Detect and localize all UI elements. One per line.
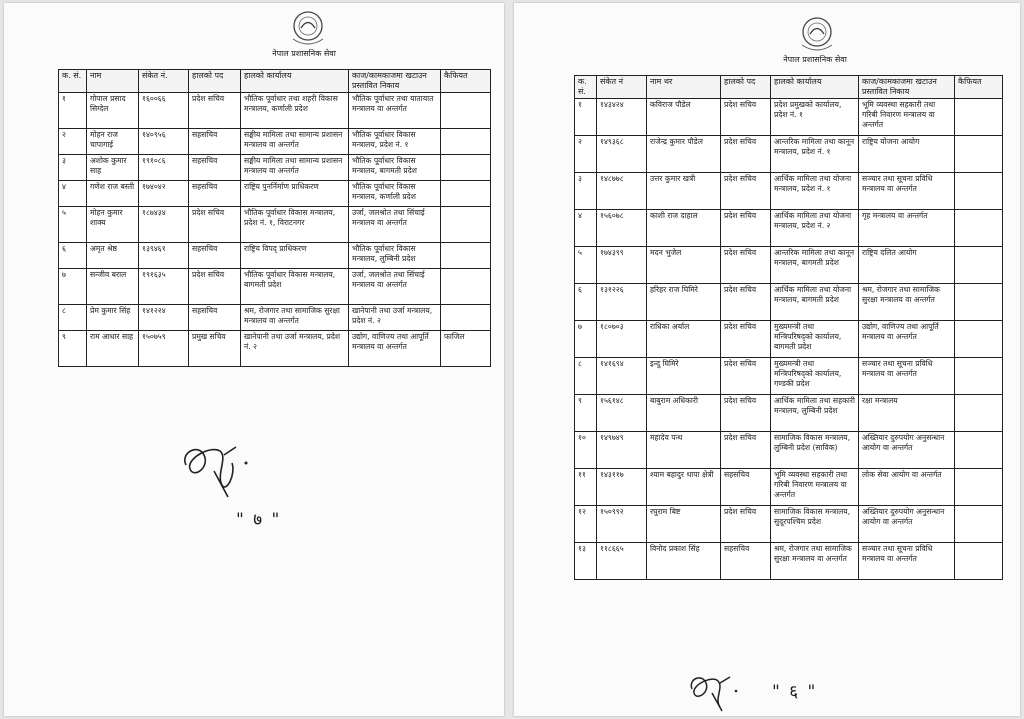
cell-proposed: खानेपानी तथा उर्जा मन्त्रालय, प्रदेश नं. २ bbox=[349, 305, 441, 331]
table-row bbox=[59, 305, 491, 331]
cell-post: प्रदेश सचिव bbox=[721, 284, 771, 321]
cell-office: राष्ट्रिय पुनर्निर्माण प्राधिकरण bbox=[241, 181, 349, 207]
cell-sn: ९ bbox=[59, 331, 87, 367]
cell-office: सङ्घीय मामिला तथा सामान्य प्रशासन मन्त्रालय वा अन्तर्गत bbox=[241, 129, 349, 155]
table-row bbox=[59, 155, 491, 181]
col-header-office: हालको कार्यालय bbox=[771, 76, 859, 99]
cell-name: बाबुराम अधिकारी bbox=[647, 395, 721, 432]
cell-post: प्रदेश सचिव bbox=[721, 210, 771, 247]
page-number-left: " ७ " bbox=[236, 510, 282, 530]
cell-proposed: भूमि व्यवस्था सहकारी तथा गरिबी निवारण मन्त्रालय वा अन्तर्गत bbox=[859, 99, 955, 136]
cell-proposed: उर्जा, जलश्रोत तथा सिंचाई मन्त्रालय वा अन्तर्गत bbox=[349, 269, 441, 305]
cell-office: सामाजिक विकास मन्त्रालय, सुदूरपश्चिम प्रदेश bbox=[771, 506, 859, 543]
table-body-right bbox=[575, 99, 1003, 580]
cell-sn: १० bbox=[575, 432, 597, 469]
cell-proposed: भौतिक पूर्वाधार विकास मन्त्रालय, कर्णाली प्रदेश bbox=[349, 181, 441, 207]
cell-proposed: लोक सेवा आयोग वा अन्तर्गत bbox=[859, 469, 955, 506]
cell-remark bbox=[441, 243, 491, 269]
table-header-row bbox=[59, 70, 491, 93]
cell-remark bbox=[955, 321, 1003, 358]
table-row bbox=[59, 269, 491, 305]
table-row bbox=[575, 321, 1003, 358]
cell-office: सामाजिक विकास मन्त्रालय, लुम्बिनी प्रदेश (साविक) bbox=[771, 432, 859, 469]
cell-remark bbox=[955, 136, 1003, 173]
cell-proposed: अख्तियार दुरुपयोग अनुसन्धान आयोग वा अन्तर्गत bbox=[859, 506, 955, 543]
cell-sn: ३ bbox=[575, 173, 597, 210]
col-header-sn: क. सं. bbox=[575, 76, 597, 99]
cell-proposed: उर्जा, जलश्रोत तथा सिंचाई मन्त्रालय वा अन्तर्गत bbox=[349, 207, 441, 243]
cell-proposed: उद्योग, वाणिज्य तथा आपूर्ति मन्त्रालय वा अन्तर्गत bbox=[349, 331, 441, 367]
col-header-code: संकेत नं. bbox=[139, 70, 189, 93]
cell-sn: १२ bbox=[575, 506, 597, 543]
cell-code: १४०९५६ bbox=[139, 129, 189, 155]
officer-table-right bbox=[574, 75, 1003, 580]
cell-post: प्रमुख सचिव bbox=[189, 331, 241, 367]
table-row bbox=[575, 543, 1003, 580]
cell-code: १६००६६ bbox=[139, 93, 189, 129]
table-row bbox=[575, 173, 1003, 210]
cell-proposed: भौतिक पूर्वाधार विकास मन्त्रालय, प्रदेश नं. १ bbox=[349, 129, 441, 155]
col-header-code: संकेत नं bbox=[597, 76, 647, 99]
cell-remark bbox=[441, 129, 491, 155]
cell-sn: ७ bbox=[575, 321, 597, 358]
cell-remark bbox=[955, 506, 1003, 543]
cell-sn: ५ bbox=[575, 247, 597, 284]
cell-code: १८७४३४ bbox=[139, 207, 189, 243]
cell-proposed: सञ्चार तथा सूचना प्रविधि मन्त्रालय वा अन्तर्गत bbox=[859, 173, 955, 210]
page-number-right: " ६ " bbox=[772, 682, 818, 702]
cell-proposed: भौतिक पूर्वाधार विकास मन्त्रालय, लुम्बिनी प्रदेश bbox=[349, 243, 441, 269]
cell-code: १४९३६८ bbox=[597, 136, 647, 173]
col-header-remark: कैफियत bbox=[441, 70, 491, 93]
cell-code: १९१६३५ bbox=[139, 269, 189, 305]
table-row bbox=[59, 181, 491, 207]
cell-office: भौतिक पूर्वाधार तथा शहरी विकास मन्त्रालय, कर्णाली प्रदेश bbox=[241, 93, 349, 129]
table-row bbox=[59, 243, 491, 269]
signature-right bbox=[684, 667, 744, 713]
cell-name: गणेश राज बस्ती bbox=[87, 181, 139, 207]
cell-post: सहसचिव bbox=[189, 305, 241, 331]
cell-remark bbox=[441, 269, 491, 305]
cell-office: मुख्यमन्त्री तथा मन्त्रिपरिषद्को कार्यालय, गण्डकी प्रदेश bbox=[771, 358, 859, 395]
government-emblem-icon bbox=[287, 9, 329, 49]
cell-post: प्रदेश सचिव bbox=[189, 269, 241, 305]
col-header-post: हालको पद bbox=[189, 70, 241, 93]
cell-proposed: भौतिक पूर्वाधार तथा यातायात मन्त्रालय वा अन्तर्गत bbox=[349, 93, 441, 129]
cell-code: ११८६६५ bbox=[597, 543, 647, 580]
cell-sn: ५ bbox=[59, 207, 87, 243]
cell-name: अमृत श्रेष्ठ bbox=[87, 243, 139, 269]
cell-code: १७४३९९ bbox=[597, 247, 647, 284]
col-header-post: हालको पद bbox=[721, 76, 771, 99]
cell-proposed: अख्तियार दुरुपयोग अनुसन्धान आयोग वा अन्तर्गत bbox=[859, 432, 955, 469]
cell-post: प्रदेश सचिव bbox=[721, 99, 771, 136]
cell-post: सहसचिव bbox=[189, 181, 241, 207]
cell-office: आन्तरिक मामिला तथा कानून मन्त्रालय, प्रदेश नं. १ bbox=[771, 136, 859, 173]
cell-sn: १ bbox=[59, 93, 87, 129]
cell-proposed: उद्योग, वाणिज्य तथा आपूर्ति मन्त्रालय वा अन्तर्गत bbox=[859, 321, 955, 358]
cell-remark bbox=[441, 93, 491, 129]
cell-post: प्रदेश सचिव bbox=[721, 136, 771, 173]
cell-sn: ६ bbox=[575, 284, 597, 321]
col-header-sn: क. सं. bbox=[59, 70, 87, 93]
cell-post: प्रदेश सचिव bbox=[721, 173, 771, 210]
cell-post: प्रदेश सचिव bbox=[721, 506, 771, 543]
cell-post: सहसचिव bbox=[189, 155, 241, 181]
cell-name: सन्जीव बराल bbox=[87, 269, 139, 305]
cell-name: कविराज पौडेल bbox=[647, 99, 721, 136]
page-header-title: नेपाल प्रशासनिक सेवा bbox=[783, 55, 847, 64]
cell-sn: ९ bbox=[575, 395, 597, 432]
cell-name: राजेन्द्र कुमार पौडेल bbox=[647, 136, 721, 173]
cell-code: १५०७५९ bbox=[139, 331, 189, 367]
table-row bbox=[575, 469, 1003, 506]
cell-sn: २ bbox=[575, 136, 597, 173]
col-header-proposed: काज/कामकाजमा खटाउन प्रस्तावित निकाय bbox=[349, 70, 441, 93]
cell-office: श्रम, रोजगार तथा सामाजिक सुरक्षा मन्त्रालय वा अन्तर्गत bbox=[771, 543, 859, 580]
cell-name: प्रेम कुमार सिंह bbox=[87, 305, 139, 331]
table-row bbox=[575, 210, 1003, 247]
cell-proposed: भौतिक पूर्वाधार विकास मन्त्रालय, बागमती प्रदेश bbox=[349, 155, 441, 181]
cell-code: १९१०८६ bbox=[139, 155, 189, 181]
table-row bbox=[575, 247, 1003, 284]
col-header-name: नाम थर bbox=[647, 76, 721, 99]
cell-remark bbox=[955, 99, 1003, 136]
table-row bbox=[575, 395, 1003, 432]
cell-name: अशोक कुमार साह bbox=[87, 155, 139, 181]
cell-remark bbox=[955, 173, 1003, 210]
cell-remark bbox=[955, 543, 1003, 580]
cell-remark bbox=[955, 395, 1003, 432]
cell-sn: ६ bbox=[59, 243, 87, 269]
col-header-remark: कैफियत bbox=[955, 76, 1003, 99]
cell-code: १४८७७८ bbox=[597, 173, 647, 210]
cell-name: श्याम बहादुर थापा क्षेत्री bbox=[647, 469, 721, 506]
cell-remark bbox=[955, 432, 1003, 469]
cell-sn: २ bbox=[59, 129, 87, 155]
cell-proposed: रक्षा मन्त्रालय bbox=[859, 395, 955, 432]
table-row bbox=[575, 358, 1003, 395]
cell-sn: ८ bbox=[59, 305, 87, 331]
government-emblem-icon bbox=[796, 15, 838, 55]
cell-office: आन्तरिक मामिला तथा कानून मन्त्रालय, बागमती प्रदेश bbox=[771, 247, 859, 284]
table-row bbox=[575, 136, 1003, 173]
cell-name: राम आधार साह bbox=[87, 331, 139, 367]
cell-name: मोहन राज चापागाई bbox=[87, 129, 139, 155]
col-header-office: हालको कार्यालय bbox=[241, 70, 349, 93]
cell-office: खानेपानी तथा उर्जा मन्त्रालय, प्रदेश नं. २ bbox=[241, 331, 349, 367]
cell-code: १४१२२४ bbox=[139, 305, 189, 331]
cell-proposed: गृह मन्त्रालय वा अन्तर्गत bbox=[859, 210, 955, 247]
cell-post: प्रदेश सचिव bbox=[721, 358, 771, 395]
cell-name: रघुराम बिष्ट bbox=[647, 506, 721, 543]
cell-office: भौतिक पूर्वाधार विकास मन्त्रालय, बागमती प्रदेश bbox=[241, 269, 349, 305]
cell-office: प्रदेश प्रमुखको कार्यालय, प्रदेश नं. १ bbox=[771, 99, 859, 136]
cell-post: सहसचिव bbox=[189, 243, 241, 269]
cell-name: राधिका अर्याल bbox=[647, 321, 721, 358]
cell-office: राष्ट्रिय विपद् प्राधिकरण bbox=[241, 243, 349, 269]
cell-office: भौतिक पूर्वाधार विकास मन्त्रालय, प्रदेश नं. १, विराटनगर bbox=[241, 207, 349, 243]
cell-name: इन्दु घिमिरे bbox=[647, 358, 721, 395]
cell-office: आर्थिक मामिला तथा सहकारी मन्त्रालय, लुम्बिनी प्रदेश bbox=[771, 395, 859, 432]
table-header-row bbox=[575, 76, 1003, 99]
cell-remark bbox=[955, 247, 1003, 284]
table-row bbox=[59, 93, 491, 129]
cell-remark bbox=[955, 358, 1003, 395]
cell-name: हरिहर राज घिमिरे bbox=[647, 284, 721, 321]
document-page-left bbox=[4, 3, 504, 716]
cell-remark: फाजिल bbox=[441, 331, 491, 367]
table-row bbox=[575, 99, 1003, 136]
cell-office: श्रम, रोजगार तथा सामाजिक सुरक्षा मन्त्रालय वा अन्तर्गत bbox=[241, 305, 349, 331]
cell-post: सहसचिव bbox=[721, 543, 771, 580]
cell-proposed: राष्ट्रिय योजना आयोग bbox=[859, 136, 955, 173]
cell-post: प्रदेश सचिव bbox=[721, 321, 771, 358]
cell-remark bbox=[441, 181, 491, 207]
cell-sn: ४ bbox=[59, 181, 87, 207]
cell-post: सहसचिव bbox=[721, 469, 771, 506]
cell-sn: १ bbox=[575, 99, 597, 136]
cell-office: आर्थिक मामिला तथा योजना मन्त्रालय, प्रदेश नं. १ bbox=[771, 173, 859, 210]
cell-code: १४९७४९ bbox=[597, 432, 647, 469]
cell-remark bbox=[955, 284, 1003, 321]
cell-name: काशी राज दाहाल bbox=[647, 210, 721, 247]
cell-name: उत्तर कुमार खत्री bbox=[647, 173, 721, 210]
cell-post: प्रदेश सचिव bbox=[189, 93, 241, 129]
cell-code: १३१२२६ bbox=[597, 284, 647, 321]
cell-office: आर्थिक मामिला तथा योजना मन्त्रालय, प्रदेश नं. २ bbox=[771, 210, 859, 247]
table-row bbox=[59, 331, 491, 367]
cell-proposed: सञ्चार तथा सूचना प्रविधि मन्त्रालय वा अन्तर्गत bbox=[859, 358, 955, 395]
col-header-proposed: काज/कामकाजमा खटाउन प्रस्तावित निकाय bbox=[859, 76, 955, 99]
cell-proposed: सञ्चार तथा सूचना प्रविधि मन्त्रालय वा अन्तर्गत bbox=[859, 543, 955, 580]
cell-post: प्रदेश सचिव bbox=[721, 432, 771, 469]
cell-code: १३९४६१ bbox=[139, 243, 189, 269]
cell-code: १५०९९२ bbox=[597, 506, 647, 543]
cell-remark bbox=[955, 469, 1003, 506]
cell-sn: १३ bbox=[575, 543, 597, 580]
cell-sn: ३ bbox=[59, 155, 87, 181]
cell-code: १५६१४८ bbox=[597, 395, 647, 432]
cell-remark bbox=[441, 305, 491, 331]
cell-office: सङ्घीय मामिला तथा सामान्य प्रशासन मन्त्रालय वा अन्तर्गत bbox=[241, 155, 349, 181]
cell-remark bbox=[441, 207, 491, 243]
page-header-title: नेपाल प्रशासनिक सेवा bbox=[272, 49, 336, 58]
cell-code: १७४०४२ bbox=[139, 181, 189, 207]
cell-post: प्रदेश सचिव bbox=[721, 395, 771, 432]
cell-proposed: राष्ट्रिय दलित आयोग bbox=[859, 247, 955, 284]
cell-code: १४३११७ bbox=[597, 469, 647, 506]
cell-name: मोहन कुमार शाक्य bbox=[87, 207, 139, 243]
table-row bbox=[59, 207, 491, 243]
document-page-right bbox=[514, 3, 1020, 716]
cell-sn: ८ bbox=[575, 358, 597, 395]
cell-remark bbox=[955, 210, 1003, 247]
cell-proposed: श्रम, रोजगार तथा सामाजिक सुरक्षा मन्त्रालय वा अन्तर्गत bbox=[859, 284, 955, 321]
cell-office: आर्थिक मामिला तथा योजना मन्त्रालय, बागमती प्रदेश bbox=[771, 284, 859, 321]
cell-name: गोपाल प्रसाद सिग्देल bbox=[87, 93, 139, 129]
cell-code: १४३४२४ bbox=[597, 99, 647, 136]
cell-code: १४१६९४ bbox=[597, 358, 647, 395]
table-body-left bbox=[59, 93, 491, 367]
cell-remark bbox=[441, 155, 491, 181]
cell-name: महादेव पन्थ bbox=[647, 432, 721, 469]
cell-name: मदन भुजेल bbox=[647, 247, 721, 284]
table-row bbox=[575, 284, 1003, 321]
cell-office: मुख्यमन्त्री तथा मन्त्रिपरिषद्को कार्यालय, बागमती प्रदेश bbox=[771, 321, 859, 358]
cell-post: प्रदेश सचिव bbox=[189, 207, 241, 243]
table-row bbox=[59, 129, 491, 155]
cell-sn: ११ bbox=[575, 469, 597, 506]
cell-sn: ४ bbox=[575, 210, 597, 247]
table-row bbox=[575, 432, 1003, 469]
signature-left bbox=[176, 435, 256, 505]
cell-post: प्रदेश सचिव bbox=[721, 247, 771, 284]
cell-post: सहसचिव bbox=[189, 129, 241, 155]
col-header-name: नाम bbox=[87, 70, 139, 93]
cell-code: १५६०७८ bbox=[597, 210, 647, 247]
officer-table-left bbox=[58, 69, 491, 367]
cell-name: विनोद प्रकाश सिंह bbox=[647, 543, 721, 580]
cell-code: १८०७०३ bbox=[597, 321, 647, 358]
cell-office: भूमि व्यवस्था सहकारी तथा गरिबी निवारण मन्त्रालय वा अन्तर्गत bbox=[771, 469, 859, 506]
cell-sn: ७ bbox=[59, 269, 87, 305]
table-row bbox=[575, 506, 1003, 543]
